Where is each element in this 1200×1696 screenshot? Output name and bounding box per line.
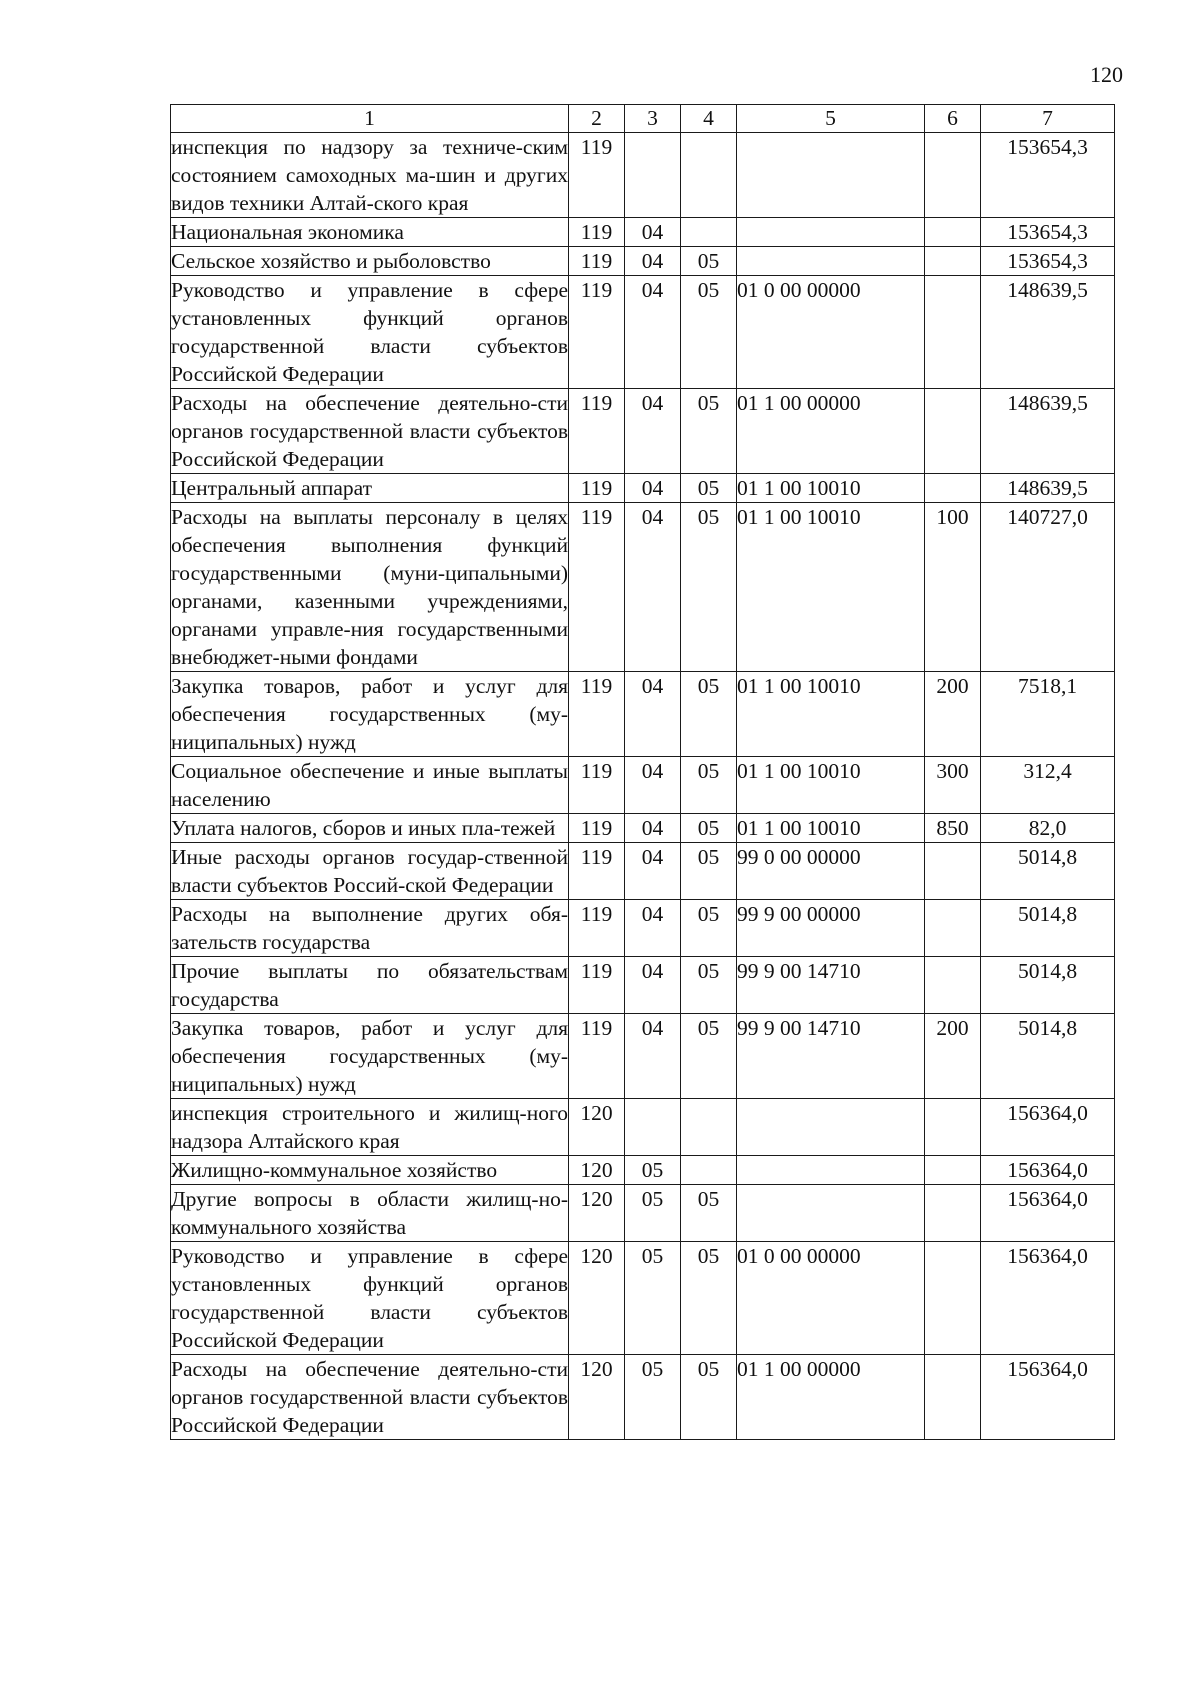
table-row [171, 900, 1115, 957]
expense-type-cell [925, 474, 981, 503]
amount-cell: 140727,0 [981, 503, 1115, 672]
header-cell: 1 [171, 105, 569, 133]
subdivision-code-cell: 05 [681, 843, 737, 900]
table-row [171, 814, 1115, 843]
expense-type-cell [925, 389, 981, 474]
expense-type-cell [925, 1185, 981, 1242]
amount-cell: 5014,8 [981, 957, 1115, 1014]
division-code-cell: 04 [625, 900, 681, 957]
row-name-cell: Закупка товаров, работ и услуг для обеспечения государственных (му-ниципальных) нужд [171, 672, 569, 757]
expense-type-cell: 100 [925, 503, 981, 672]
target-article-cell: 01 1 00 10010 [737, 757, 925, 814]
division-code-cell: 05 [625, 1242, 681, 1355]
expense-type-cell: 200 [925, 1014, 981, 1099]
expense-type-cell [925, 957, 981, 1014]
section-code-cell: 119 [569, 218, 625, 247]
target-article-cell: 01 0 00 00000 [737, 1242, 925, 1355]
row-name-cell: Руководство и управление в сфере установленных функций органов государственной власти субъектов Российской Федерации [171, 276, 569, 389]
subdivision-code-cell [681, 1156, 737, 1185]
header-cell: 6 [925, 105, 981, 133]
budget-table-body [171, 105, 1115, 1440]
row-name-cell: Прочие выплаты по обязательствам государства [171, 957, 569, 1014]
amount-cell: 5014,8 [981, 900, 1115, 957]
header-cell: 7 [981, 105, 1115, 133]
table-row [171, 474, 1115, 503]
table-row [171, 247, 1115, 276]
row-name-cell: Расходы на обеспечение деятельно-сти органов государственной власти субъектов Российской Федерации [171, 389, 569, 474]
row-name-cell: Центральный аппарат [171, 474, 569, 503]
target-article-cell [737, 1099, 925, 1156]
section-code-cell: 119 [569, 389, 625, 474]
target-article-cell [737, 1156, 925, 1185]
section-code-cell: 120 [569, 1355, 625, 1440]
row-name-cell: Расходы на обеспечение деятельно-сти органов государственной власти субъектов Российской Федерации [171, 1355, 569, 1440]
division-code-cell: 04 [625, 389, 681, 474]
amount-cell: 312,4 [981, 757, 1115, 814]
header-row [171, 105, 1115, 133]
table-row [171, 389, 1115, 474]
table-row [171, 133, 1115, 218]
expense-type-cell [925, 1156, 981, 1185]
table-row [171, 276, 1115, 389]
target-article-cell: 01 1 00 10010 [737, 503, 925, 672]
page-number: 120 [1090, 62, 1123, 87]
division-code-cell: 05 [625, 1185, 681, 1242]
row-name-cell: Расходы на выполнение других обя-зательств государства [171, 900, 569, 957]
section-code-cell: 119 [569, 133, 625, 218]
section-code-cell: 119 [569, 814, 625, 843]
amount-cell: 153654,3 [981, 133, 1115, 218]
section-code-cell: 120 [569, 1156, 625, 1185]
row-name-cell: Руководство и управление в сфере установленных функций органов государственной власти субъектов Российской Федерации [171, 1242, 569, 1355]
expense-type-cell [925, 247, 981, 276]
amount-cell: 156364,0 [981, 1156, 1115, 1185]
header-cell: 3 [625, 105, 681, 133]
table-row [171, 1156, 1115, 1185]
section-code-cell: 119 [569, 247, 625, 276]
row-name-cell: Другие вопросы в области жилищ-но-коммунального хозяйства [171, 1185, 569, 1242]
section-code-cell: 119 [569, 276, 625, 389]
amount-cell: 148639,5 [981, 389, 1115, 474]
table-row [171, 843, 1115, 900]
table-row [171, 503, 1115, 672]
row-name-cell: Уплата налогов, сборов и иных пла-тежей [171, 814, 569, 843]
amount-cell: 82,0 [981, 814, 1115, 843]
subdivision-code-cell: 05 [681, 1355, 737, 1440]
table-row [171, 672, 1115, 757]
subdivision-code-cell: 05 [681, 474, 737, 503]
division-code-cell: 04 [625, 843, 681, 900]
target-article-cell [737, 1185, 925, 1242]
subdivision-code-cell: 05 [681, 814, 737, 843]
row-name-cell: Сельское хозяйство и рыболовство [171, 247, 569, 276]
division-code-cell: 04 [625, 757, 681, 814]
row-name-cell: Расходы на выплаты персоналу в целях обеспечения выполнения функций государственными (муни-ципальными) органами, казенными учреждениями, органами управле-ния государственными внебюджет-ными фондами [171, 503, 569, 672]
division-code-cell: 04 [625, 218, 681, 247]
subdivision-code-cell: 05 [681, 247, 737, 276]
row-name-cell: Национальная экономика [171, 218, 569, 247]
section-code-cell: 119 [569, 957, 625, 1014]
division-code-cell [625, 133, 681, 218]
amount-cell: 156364,0 [981, 1242, 1115, 1355]
expense-type-cell [925, 843, 981, 900]
row-name-cell: Социальное обеспечение и иные выплаты населению [171, 757, 569, 814]
division-code-cell: 04 [625, 247, 681, 276]
target-article-cell: 01 1 00 00000 [737, 389, 925, 474]
section-code-cell: 119 [569, 1014, 625, 1099]
table-row [171, 757, 1115, 814]
target-article-cell: 01 1 00 10010 [737, 474, 925, 503]
header-cell: 4 [681, 105, 737, 133]
section-code-cell: 119 [569, 843, 625, 900]
expense-type-cell: 200 [925, 672, 981, 757]
target-article-cell: 01 1 00 10010 [737, 672, 925, 757]
subdivision-code-cell: 05 [681, 757, 737, 814]
target-article-cell: 99 9 00 14710 [737, 1014, 925, 1099]
amount-cell: 148639,5 [981, 474, 1115, 503]
division-code-cell: 04 [625, 672, 681, 757]
section-code-cell: 119 [569, 900, 625, 957]
subdivision-code-cell: 05 [681, 900, 737, 957]
subdivision-code-cell [681, 1099, 737, 1156]
target-article-cell: 01 0 00 00000 [737, 276, 925, 389]
subdivision-code-cell [681, 133, 737, 218]
target-article-cell: 99 0 00 00000 [737, 843, 925, 900]
subdivision-code-cell: 05 [681, 1242, 737, 1355]
section-code-cell: 119 [569, 672, 625, 757]
row-name-cell: инспекция по надзору за техниче-ским состоянием самоходных ма-шин и других видов техники Алтай-ского края [171, 133, 569, 218]
target-article-cell [737, 218, 925, 247]
target-article-cell: 01 1 00 10010 [737, 814, 925, 843]
table-row [171, 1185, 1115, 1242]
budget-table [170, 104, 1115, 1440]
table-row [171, 1014, 1115, 1099]
row-name-cell: Закупка товаров, работ и услуг для обеспечения государственных (му-ниципальных) нужд [171, 1014, 569, 1099]
amount-cell: 153654,3 [981, 247, 1115, 276]
table-row [171, 1355, 1115, 1440]
subdivision-code-cell: 05 [681, 276, 737, 389]
amount-cell: 156364,0 [981, 1099, 1115, 1156]
division-code-cell: 04 [625, 276, 681, 389]
amount-cell: 5014,8 [981, 1014, 1115, 1099]
expense-type-cell [925, 1099, 981, 1156]
expense-type-cell: 300 [925, 757, 981, 814]
table-row [171, 1242, 1115, 1355]
section-code-cell: 120 [569, 1185, 625, 1242]
expense-type-cell [925, 900, 981, 957]
target-article-cell [737, 133, 925, 218]
subdivision-code-cell: 05 [681, 503, 737, 672]
header-cell: 5 [737, 105, 925, 133]
subdivision-code-cell: 05 [681, 672, 737, 757]
division-code-cell: 04 [625, 814, 681, 843]
row-name-cell: Жилищно-коммунальное хозяйство [171, 1156, 569, 1185]
section-code-cell: 119 [569, 503, 625, 672]
header-cell: 2 [569, 105, 625, 133]
target-article-cell: 99 9 00 14710 [737, 957, 925, 1014]
target-article-cell: 01 1 00 00000 [737, 1355, 925, 1440]
expense-type-cell: 850 [925, 814, 981, 843]
amount-cell: 7518,1 [981, 672, 1115, 757]
table-row [171, 1099, 1115, 1156]
division-code-cell: 05 [625, 1156, 681, 1185]
subdivision-code-cell: 05 [681, 957, 737, 1014]
amount-cell: 148639,5 [981, 276, 1115, 389]
division-code-cell: 04 [625, 957, 681, 1014]
section-code-cell: 119 [569, 474, 625, 503]
division-code-cell [625, 1099, 681, 1156]
subdivision-code-cell: 05 [681, 1014, 737, 1099]
subdivision-code-cell [681, 218, 737, 247]
table-row [171, 957, 1115, 1014]
amount-cell: 5014,8 [981, 843, 1115, 900]
expense-type-cell [925, 133, 981, 218]
amount-cell: 153654,3 [981, 218, 1115, 247]
amount-cell: 156364,0 [981, 1355, 1115, 1440]
division-code-cell: 04 [625, 1014, 681, 1099]
target-article-cell [737, 247, 925, 276]
table-row [171, 218, 1115, 247]
row-name-cell: инспекция строительного и жилищ-ного надзора Алтайского края [171, 1099, 569, 1156]
expense-type-cell [925, 218, 981, 247]
section-code-cell: 120 [569, 1242, 625, 1355]
section-code-cell: 120 [569, 1099, 625, 1156]
subdivision-code-cell: 05 [681, 389, 737, 474]
section-code-cell: 119 [569, 757, 625, 814]
expense-type-cell [925, 1242, 981, 1355]
subdivision-code-cell: 05 [681, 1185, 737, 1242]
expense-type-cell [925, 276, 981, 389]
division-code-cell: 04 [625, 503, 681, 672]
target-article-cell: 99 9 00 00000 [737, 900, 925, 957]
row-name-cell: Иные расходы органов государ-ственной власти субъектов Россий-ской Федерации [171, 843, 569, 900]
amount-cell: 156364,0 [981, 1185, 1115, 1242]
expense-type-cell [925, 1355, 981, 1440]
division-code-cell: 04 [625, 474, 681, 503]
division-code-cell: 05 [625, 1355, 681, 1440]
